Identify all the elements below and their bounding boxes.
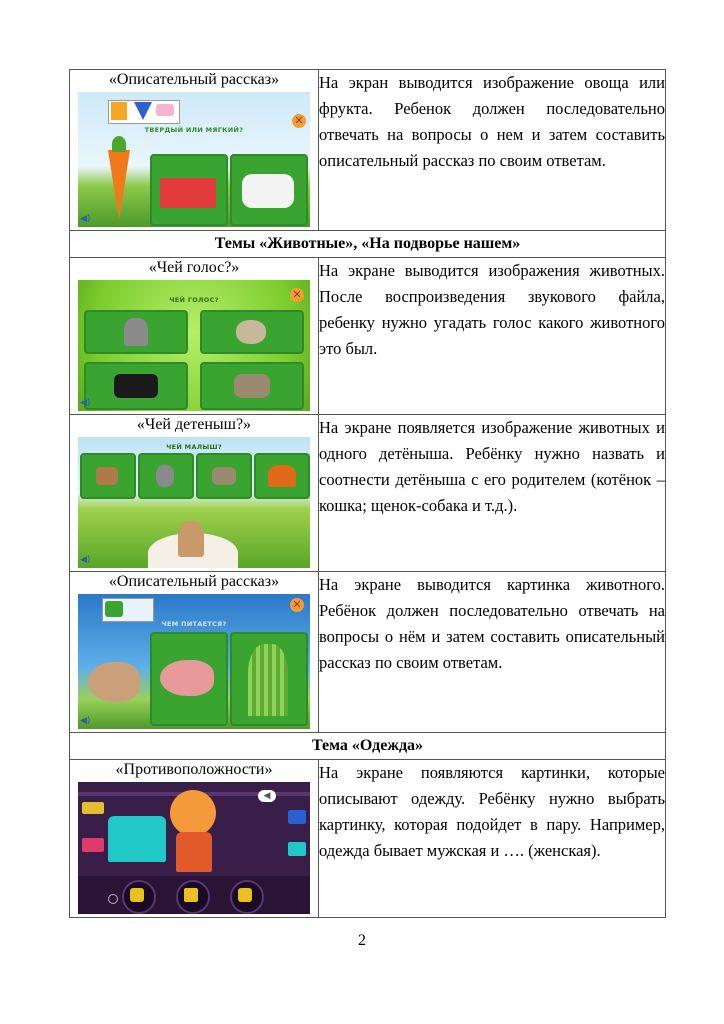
parent-card-deer[interactable] [80,453,136,499]
screenshot-descriptive-vegetable [78,92,310,227]
right-cell [319,70,666,231]
wolf-icon [234,374,270,398]
cat-icon [124,318,148,346]
animal-card-cat[interactable] [84,310,188,354]
section-row [70,231,666,258]
right-cell [319,572,666,733]
fox-icon [268,465,296,487]
choice-card-soft[interactable] [230,154,308,226]
girl-head-icon [170,790,216,836]
triangle-icon [134,102,152,120]
back-arrow-icon[interactable]: ◀ [258,790,276,802]
left-cell [70,760,319,918]
sound-dot-icon[interactable] [108,894,118,904]
folded-clothes-icon [82,838,104,852]
rabbit-icon [88,662,140,702]
activity-caption: «Описательный рассказ» [108,573,280,590]
food-card-grass[interactable] [230,632,308,726]
ham-icon [160,660,214,696]
screenshot-whose-voice [78,280,310,411]
right-cell [319,258,666,415]
section-heading: Тема «Одежда» [70,733,666,760]
screen-title: ЧЕЙ ГОЛОС? [169,296,219,304]
cow-icon [114,374,158,398]
activity-description: На экране выводится изображения животных. После воспроизведения звукового файла, ребенку нужно угадать голос какого животного это был. [319,261,665,358]
parent-card-cat[interactable] [138,453,194,499]
screenshot-opposites [78,782,310,914]
screenshot-descriptive-animal [78,594,310,729]
section-row [70,733,666,760]
girl-dress-icon [176,832,212,872]
activity-description: На экране появляется изображение животных и одного детёныша. Ребёнку нужно назвать и соотнести детёныша с его родителем (котёнок – кошка; щенок-собака и т.д.). [319,418,665,515]
carrot-icon [108,150,130,220]
screen-title: ТВЕРДЫЙ ИЛИ МЯГКИЙ? [144,126,244,134]
parent-card-fox[interactable] [254,453,310,499]
cat-icon [156,465,174,487]
activity-caption: «Противоположности» [115,761,273,778]
left-cell [70,572,319,733]
screen-title: ЧЕЙ МАЛЫШ? [166,443,222,451]
parent-card-wolf[interactable] [196,453,252,499]
activity-description: На экран выводится изображение овоща или фрукта. Ребенок должен последовательно отвечать на вопросы о нем и затем составить описательный рассказ по своим ответам. [319,73,665,170]
table-row [70,70,666,231]
left-cell [70,415,319,572]
left-cell [70,70,319,231]
table-row [70,258,666,415]
vest-icon [184,888,198,902]
carrot-leaves-icon [112,136,126,152]
table-row [70,415,666,572]
food-card-ham[interactable] [150,632,228,726]
screenshot-whose-baby [78,437,310,568]
folded-clothes-icon [288,842,306,856]
deer-icon [96,467,118,485]
sheep-icon [236,320,266,344]
right-cell [319,415,666,572]
speaker-icon[interactable]: ◀) [80,716,91,726]
activities-table [69,69,666,918]
right-cell [319,760,666,918]
choice-card-hard[interactable] [150,154,228,226]
page-number: 2 [358,932,366,949]
activity-description: На экране выводится картинка животного. Ребёнок должен последовательно отвечать на вопросы о нём и затем составить описательный рассказ по своим ответам. [319,575,665,672]
screen-title: ЧЕМ ПИТАЕТСЯ? [161,620,227,628]
activity-caption: «Чей детеныш?» [136,416,252,433]
close-icon[interactable]: ✕ [290,598,304,612]
grass-icon [248,644,288,716]
speaker-icon[interactable]: ◀) [80,398,91,408]
speaker-icon[interactable]: ◀) [80,555,91,565]
candy-icon [156,104,174,116]
house-icon [105,601,123,617]
table-row [70,760,666,918]
animal-card-wolf[interactable] [200,362,304,410]
leaf-icon [111,102,127,120]
speaker-icon[interactable]: ◀) [80,214,91,224]
wolf-icon [212,467,236,485]
table-row [70,572,666,733]
fawn-icon[interactable] [178,521,204,557]
jacket-icon [238,888,252,902]
left-cell [70,258,319,415]
activity-caption: «Описательный рассказ» [108,71,280,88]
folded-clothes-icon [288,810,306,824]
close-icon[interactable]: ✕ [290,288,304,302]
activity-caption: «Чей голос?» [148,259,240,276]
animal-card-sheep[interactable] [200,310,304,354]
folded-clothes-icon [82,802,104,814]
brick-icon [160,178,216,208]
animal-card-cow[interactable] [84,362,188,410]
close-icon[interactable]: ✕ [292,114,306,128]
shirt-icon [130,888,144,902]
pillow-icon [242,174,294,208]
tshirt-icon[interactable] [108,816,166,862]
activity-description: На экране появляются картинки, которые описывают одежду. Ребёнку нужно выбрать картинку, которая подойдет в пару. Например, одежда бывает мужская и …. (женская). [319,763,665,860]
section-heading: Темы «Животные», «На подворье нашем» [70,231,666,258]
